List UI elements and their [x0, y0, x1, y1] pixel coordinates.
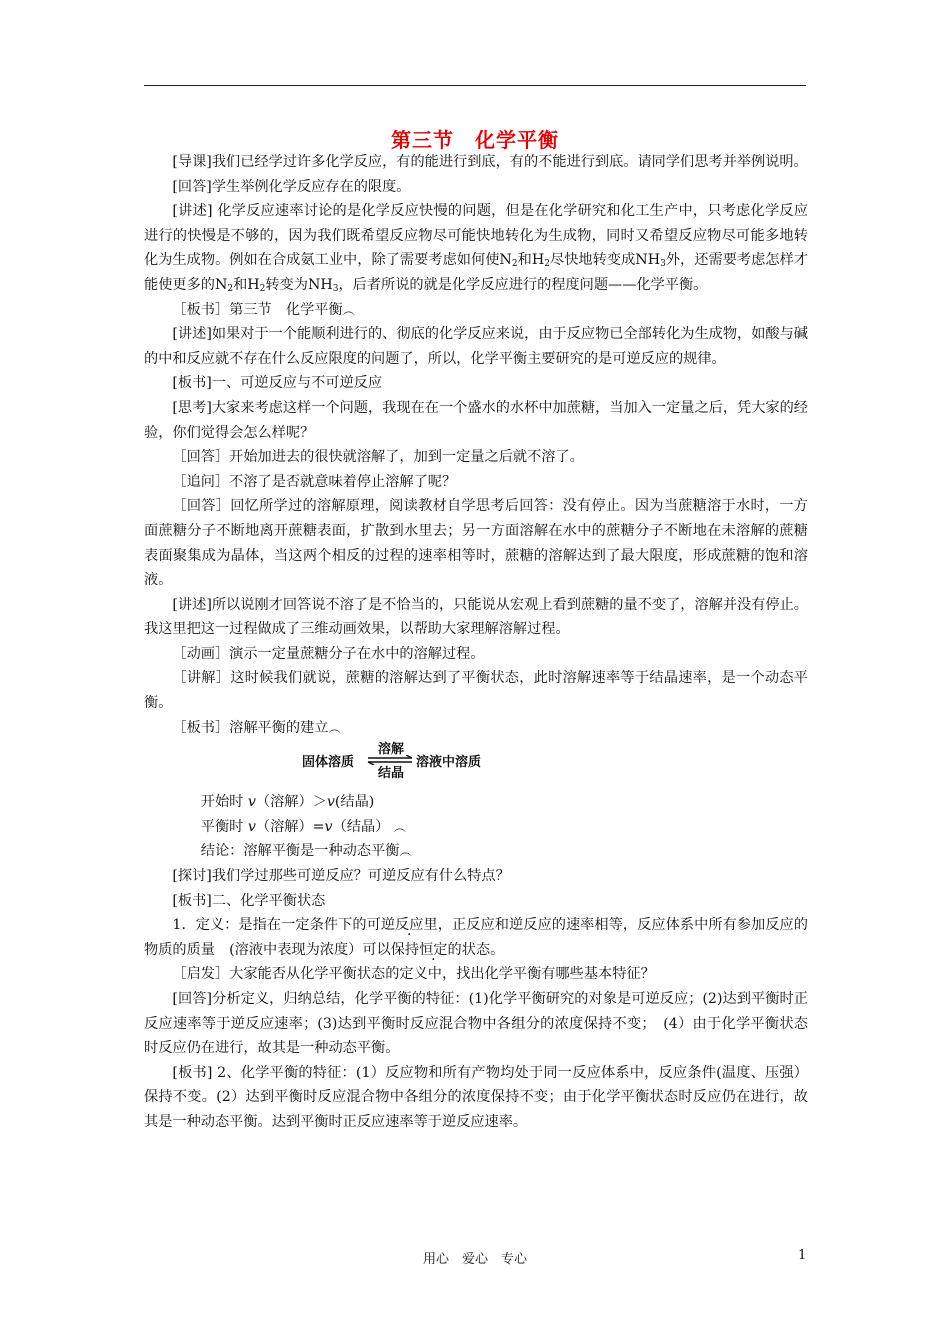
equation-reverse-label: 结晶: [377, 766, 404, 782]
paragraph: 开始时 v（溶解）＞v(结晶): [200, 794, 375, 811]
header-rule: [144, 85, 806, 86]
paragraph: [探讨]我们学过那些可逆反应？可逆反应有什么特点？: [172, 868, 510, 885]
page-number: 1: [798, 1248, 807, 1263]
return-mark-icon: ︵: [328, 720, 341, 735]
paragraph: [板书]一、可逆反应与不可逆反应: [172, 375, 383, 392]
paragraph: ［讲解］这时候我们就说，蔗糖的溶解达到了平衡状态，此时溶解速率等于结晶速率，是一个动态平衡。: [144, 670, 808, 712]
paragraph: ［回答］回忆所学过的溶解原理，阅读教材自学思考后回答：没有停止。因为当蔗糖溶于水时，一方面蔗糖分子不断地离开蔗糖表面，扩散到水里去；另一方面溶解在水中的蔗糖分子不断地在未溶解的蔗糖表面聚集成为晶体，当这两个相反的过程的速率相等时，蔗糖的溶解达到了最大限度，形成蔗糖的饱和溶液。: [144, 498, 808, 589]
paragraph: [讲述]所以说刚才回答说不溶了是不恰当的，只能说从宏观上看到蔗糖的量不变了，溶解并没有停止。我这里把这一过程做成了三维动画效果，以帮助大家理解溶解过程。: [144, 596, 808, 638]
paragraph: [板书] 2、化学平衡的特征：(1）反应物和所有产物均处于同一反应体系中，反应条件(温度、压强）保持不变。(2）达到平衡时反应混合物中各组分的浓度保持不变；由于化学平衡状态时反应仍在进行，故其是一种动态平衡。达到平衡时正反应速率等于逆反应速率。: [144, 1064, 808, 1130]
equation-left: 固体溶质: [302, 755, 355, 771]
paragraph: ［板书］溶解平衡的建立︵: [172, 719, 341, 736]
paragraph: 1．定义：是指在一定条件下的可逆反应里，正反应和逆反应的速率相等，反应体系中所有参加反应的物质的质量 (溶液中表现为浓度）可以保持恒定的状态。: [144, 917, 808, 958]
equation-forward-label: 溶解: [377, 742, 404, 758]
footer-motto: 用心 爱心 专心: [422, 1252, 527, 1267]
paragraph: 结论：溶解平衡是一种动态平衡︵: [200, 843, 412, 860]
paragraph: [回答]学生举例化学反应存在的限度。: [172, 178, 411, 195]
paragraph: ［回答］开始加进去的很快就溶解了，加到一定量之后就不溶了。: [172, 449, 584, 466]
paragraph: ［启发］大家能否从化学平衡状态的定义中，找出化学平衡有哪些基本特征？: [172, 966, 655, 983]
return-mark-icon: ︵: [393, 819, 406, 834]
paragraph: [讲述]如果对于一个能顺利进行的、彻底的化学反应来说，由于反应物已全部转化为生成物，如酸与碱的中和反应就不存在什么反应限度的问题了，所以，化学平衡主要研究的是可逆反应的规律。: [144, 326, 808, 367]
return-mark-icon: ︵: [399, 844, 412, 859]
emphasis-dots: 可逆反应: [366, 917, 424, 934]
paragraph: [思考]大家来考虑这样一个问题，我现在在一个盛水的水杯中加蔗糖，当加入一定量之后，凭大家的经验，你们觉得会怎么样呢？: [144, 399, 808, 441]
emphasis-dots: 保持恒定: [390, 941, 448, 958]
paragraph: 平衡时 v（溶解）=v（结晶） ︵: [200, 818, 406, 835]
document-body: [144, 150, 808, 1135]
page-title: 第三节 化学平衡: [391, 128, 559, 152]
dissolution-equilibrium-equation: [144, 740, 808, 790]
equation-right: 溶液中溶质: [416, 755, 482, 771]
paragraph: ［追问］不溶了是否就意味着停止溶解了呢？: [172, 473, 457, 490]
paragraph: [讲述] 化学反应速率讨论的是化学反应快慢的问题，但是在化学研究和化工生产中，只考虑化学反应进行的快慢是不够的，因为我们既希望反应物尽可能快地转化为生成物，同时又希望反应物尽可能多地转化为生成物。例如在合成氨工业中，除了需要考虑如何使$N_2$和$H_2$尽快地转变成$NH_3$外，还需要考虑怎样才能使更多的$N_2$和$H_2$转变为$NH_3$，后者所说的就是化学反应进行的程度问题——化学平衡。: [144, 203, 808, 294]
paragraph: ［动画］演示一定量蔗糖分子在水中的溶解过程。: [172, 645, 485, 662]
paragraph: [导课]我们已经学过许多化学反应，有的能进行到底，有的不能进行到底。请同学们思考并举例说明。: [172, 154, 808, 170]
paragraph: ［板书］第三节 化学平衡︵: [172, 301, 355, 318]
paragraph: [板书]二、化学平衡状态: [172, 892, 326, 909]
emphasis-dots: 速率相等: [565, 917, 623, 934]
return-mark-icon: ︵: [342, 302, 355, 317]
paragraph: [回答]分析定义，归纳总结，化学平衡的特征：(1)化学平衡研究的对象是可逆反应；(2)达到平衡时正反应速率等于逆反应速率；(3)达到平衡时反应混合物中各组分的浓度保持不变； (4）由于化学平衡状态时反应仍在进行，故其是一种动态平衡。: [144, 991, 808, 1057]
